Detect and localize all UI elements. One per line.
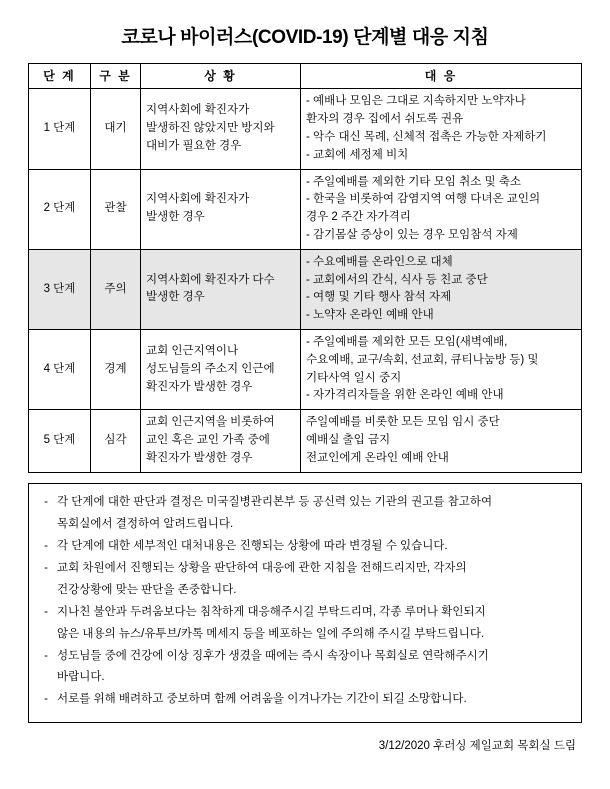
note-line (35, 559, 573, 578)
table-row (29, 330, 582, 410)
cell-situation (141, 249, 301, 329)
note-text: 않은 내용의 뉴스/유투브/카톡 메세지 등을 베포하는 일에 주의해 주시길 부탁드립니다. (57, 627, 485, 640)
cell-type: 대기 (91, 89, 141, 169)
cell-situation (141, 89, 301, 169)
cell-type: 주의 (91, 249, 141, 329)
situation-line: 발생한 경우 (146, 211, 205, 224)
response-line: - 주일예배를 제외한 기타 모임 취소 및 축소 (306, 175, 522, 188)
response-line: 전교인에게 온라인 예배 안내 (306, 451, 449, 464)
response-line: 수요예배, 교구/속회, 선교회, 큐티나눔방 등) 및 (306, 353, 539, 366)
column-header-situation: 상 황 (141, 63, 301, 89)
table-row (29, 410, 582, 472)
guidelines-table (28, 63, 582, 473)
response-line: - 여행 및 기타 행사 참석 자제 (306, 291, 452, 304)
column-header-stage: 단 계 (29, 63, 91, 89)
cell-response (301, 410, 582, 472)
note-item (35, 690, 573, 709)
cell-response (301, 169, 582, 249)
note-bullet-dash: - (44, 561, 48, 574)
note-line (35, 647, 573, 666)
response-line: - 주일예배를 제외한 모든 모임(새벽예배, (306, 336, 508, 349)
situation-line: 교회 인근지역을 비롯하여 (146, 416, 275, 429)
situation-line: 발생하진 않았지만 방지와 (146, 122, 275, 134)
note-line (35, 690, 573, 709)
note-line (35, 493, 573, 512)
cell-type: 심각 (91, 410, 141, 472)
situation-line: 대비가 필요한 경우 (146, 139, 242, 152)
table-row (29, 249, 582, 329)
note-text: 성도님들 중에 건강에 이상 징후가 생겼을 때에는 즉시 속장이나 목회실로 연락해주시기 (57, 649, 489, 662)
table-row (29, 169, 582, 249)
situation-line: 확진자가 발생한 경우 (146, 451, 253, 464)
page-title: 코로나 바이러스(COVID-19) 단계별 대응 지침 (121, 27, 489, 48)
note-item (35, 493, 573, 534)
note-item (35, 537, 573, 556)
note-line (35, 515, 573, 534)
note-text: 건강상황에 맞는 판단을 존중합니다. (57, 583, 237, 596)
note-text: 서로를 위해 배려하고 중보하며 함께 어려움을 이겨나가는 기간이 되길 소망합니다. (57, 693, 467, 706)
cell-stage: 2 단계 (29, 169, 91, 249)
cell-situation (141, 410, 301, 472)
note-text: 각 단계에 대한 판단과 결정은 미국질병관리본부 등 공신력 있는 기관의 권고를 참고하여 (57, 495, 493, 508)
note-bullet-dash: - (44, 693, 48, 706)
note-text: 지나친 불안과 두려움보다는 침착하게 대응해주시길 부탁드리며, 각종 루머나 확인되지 (57, 605, 486, 618)
response-line: - 자가격리자들을 위한 온라인 예배 안내 (306, 389, 504, 402)
cell-stage: 1 단계 (29, 89, 91, 169)
cell-stage: 4 단계 (29, 330, 91, 410)
response-line: - 악수 대신 목례, 신체적 접촉은 가능한 자제하기 (306, 130, 547, 143)
situation-line: 지역사회에 확진자가 (146, 193, 250, 206)
note-line (35, 625, 573, 644)
cell-stage: 5 단계 (29, 410, 91, 472)
note-line (35, 581, 573, 600)
situation-line: 교회 인근지역이나 (146, 344, 239, 357)
note-text: 교회 차원에서 진행되는 상황을 판단하여 대응에 관한 지침을 전해드리지만, 각자의 (57, 561, 467, 574)
situation-line: 성도님들의 주소지 인근에 (146, 362, 275, 375)
response-line: - 교회에 세정제 비치 (306, 148, 409, 161)
situation-line: 발생한 경우 (146, 291, 205, 304)
response-line: - 수요예배를 온라인으로 대체 (306, 255, 453, 268)
response-line: - 감기몸살 증상이 있는 경우 모임참석 자제 (306, 228, 518, 241)
note-bullet-dash: - (44, 495, 48, 508)
note-bullet-dash: - (44, 605, 48, 618)
response-line: 예배실 출입 금지 (306, 434, 391, 447)
column-header-type: 구 분 (91, 63, 141, 89)
situation-line: 확진자가 발생한 경우 (146, 380, 253, 393)
situation-line: 지역사회에 확진자가 다수 (146, 273, 275, 286)
response-line: - 교회에서의 간식, 식사 등 친교 중단 (306, 273, 488, 286)
note-text: 바랍니다. (57, 671, 105, 684)
note-bullet-dash: - (44, 539, 48, 552)
cell-response (301, 330, 582, 410)
note-text: 각 단계에 대한 세부적인 대처내용은 진행되는 상황에 따라 변경될 수 있습니다. (57, 539, 448, 552)
response-line: - 한국을 비롯하여 감염지역 여행 다녀온 교인의 (306, 193, 541, 206)
situation-line: 지역사회에 확진자가 (146, 104, 250, 117)
cell-type: 경계 (91, 330, 141, 410)
cell-type: 관찰 (91, 169, 141, 249)
table-row (29, 89, 582, 169)
note-item (35, 603, 573, 644)
note-item (35, 559, 573, 600)
column-header-response: 대 응 (301, 63, 582, 89)
note-line (35, 537, 573, 556)
response-line: 환자의 경우 집에서 쉬도록 권유 (306, 113, 464, 126)
situation-line: 교인 혹은 교인 가족 중에 (146, 434, 270, 447)
cell-response (301, 249, 582, 329)
note-line (35, 668, 573, 687)
response-line: 기타사역 일시 중지 (306, 371, 402, 384)
cell-situation (141, 169, 301, 249)
note-bullet-dash: - (44, 649, 48, 662)
cell-situation (141, 330, 301, 410)
response-line: - 노약자 온라인 예배 안내 (306, 309, 434, 322)
note-item (35, 647, 573, 688)
cell-stage: 3 단계 (29, 249, 91, 329)
table-header-row (29, 63, 582, 89)
response-line: 주일예배를 비롯한 모든 모임 임시 중단 (306, 416, 500, 429)
signature-line: 3/12/2020 후러싱 제일교회 목회실 드림 (378, 740, 576, 753)
notes-section (28, 483, 582, 724)
response-line: - 예배나 모임은 그대로 지속하지만 노약자나 (306, 95, 526, 108)
note-line (35, 603, 573, 622)
cell-response (301, 89, 582, 169)
response-line: 경우 2 주간 자가격리 (306, 211, 411, 224)
note-text: 목회실에서 결정하여 알려드립니다. (57, 517, 234, 530)
